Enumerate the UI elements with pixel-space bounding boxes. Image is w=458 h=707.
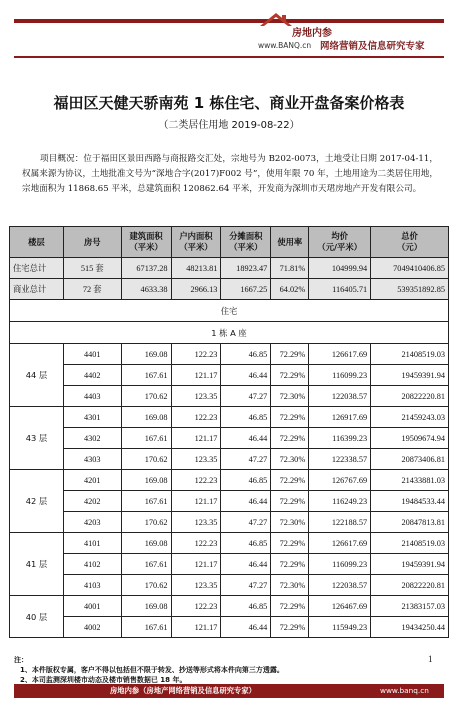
table-row — [10, 344, 449, 365]
cell-inner: 121.17 — [171, 491, 221, 512]
cell-area: 169.08 — [121, 533, 171, 554]
summary-shared: 1667.25 — [221, 279, 271, 300]
header-shared: 分摊面积 （平米） — [221, 227, 271, 258]
table-row — [10, 596, 449, 617]
cell-avg: 116249.23 — [309, 491, 371, 512]
note-item: 1、本件版权专属，客户不得以包括但不限于转发、抄送等形式将本件向第三方透露。 — [20, 666, 284, 674]
cell-total: 21459243.03 — [371, 407, 449, 428]
cell-total: 19459391.94 — [371, 554, 449, 575]
summary-count: 72 套 — [63, 279, 121, 300]
floor-label: 44 层 — [10, 344, 64, 407]
summary-row — [10, 258, 449, 279]
cell-avg: 126467.69 — [309, 596, 371, 617]
cell-total: 19509674.94 — [371, 428, 449, 449]
cell-inner: 122.23 — [171, 407, 221, 428]
cell-rate: 72.29% — [271, 428, 309, 449]
cell-inner: 123.35 — [171, 449, 221, 470]
cell-inner: 122.23 — [171, 344, 221, 365]
summary-rate: 64.02% — [271, 279, 309, 300]
cell-avg: 126917.69 — [309, 407, 371, 428]
cell-total: 21433881.03 — [371, 470, 449, 491]
section-label: 住宅 — [10, 300, 449, 322]
table-row — [10, 470, 449, 491]
summary-area: 67137.28 — [121, 258, 171, 279]
summary-rate: 71.81% — [271, 258, 309, 279]
table-row — [10, 428, 449, 449]
cell-shared: 47.27 — [221, 512, 271, 533]
brand-name: 房地内参 — [292, 28, 332, 39]
cell-avg: 126767.69 — [309, 470, 371, 491]
brand-slogan: 网络营销及信息研究专家 — [320, 41, 425, 52]
cell-rate: 72.29% — [271, 596, 309, 617]
header-area: 建筑面积 （平米） — [121, 227, 171, 258]
floor-label: 41 层 — [10, 533, 64, 596]
cell-shared: 46.44 — [221, 554, 271, 575]
cell-shared: 46.44 — [221, 428, 271, 449]
room-number: 4302 — [63, 428, 121, 449]
cell-area: 170.62 — [121, 512, 171, 533]
table-row — [10, 491, 449, 512]
cell-total: 20847813.81 — [371, 512, 449, 533]
cell-total: 21408519.03 — [371, 344, 449, 365]
room-number: 4301 — [63, 407, 121, 428]
cell-avg: 122188.57 — [309, 512, 371, 533]
cell-area: 169.08 — [121, 596, 171, 617]
cell-rate: 72.29% — [271, 533, 309, 554]
note-item: 2、本司监测深圳楼市动态及楼市销售数据已 18 年。 — [20, 676, 187, 684]
cell-rate: 72.30% — [271, 386, 309, 407]
room-number: 4203 — [63, 512, 121, 533]
table-row — [10, 365, 449, 386]
header-floor: 楼层 — [10, 227, 64, 258]
room-number: 4202 — [63, 491, 121, 512]
price-table — [9, 226, 449, 638]
room-number: 4403 — [63, 386, 121, 407]
room-number: 4002 — [63, 617, 121, 638]
header-rate: 使用率 — [271, 227, 309, 258]
header-bottom-bar — [14, 56, 444, 58]
summary-avg: 116405.71 — [309, 279, 371, 300]
summary-inner: 2966.13 — [171, 279, 221, 300]
header-top-bar — [14, 19, 444, 23]
floor-label: 42 层 — [10, 470, 64, 533]
cell-avg: 116099.23 — [309, 554, 371, 575]
cell-area: 170.62 — [121, 449, 171, 470]
cell-area: 167.61 — [121, 554, 171, 575]
cell-avg: 126617.69 — [309, 344, 371, 365]
room-number: 4001 — [63, 596, 121, 617]
page-title: 福田区天健天骄南苑 1 栋住宅、商业开盘备案价格表 — [53, 94, 405, 112]
cell-area: 167.61 — [121, 491, 171, 512]
summary-total: 7049410406.85 — [371, 258, 449, 279]
cell-shared: 46.44 — [221, 491, 271, 512]
cell-total: 21383157.03 — [371, 596, 449, 617]
page-number: 1 — [428, 654, 433, 664]
cell-avg: 116399.23 — [309, 428, 371, 449]
building-row — [10, 322, 449, 344]
cell-area: 170.62 — [121, 575, 171, 596]
room-number: 4303 — [63, 449, 121, 470]
cell-avg: 122338.57 — [309, 449, 371, 470]
cell-shared: 46.85 — [221, 407, 271, 428]
summary-count: 515 套 — [63, 258, 121, 279]
cell-inner: 123.35 — [171, 512, 221, 533]
table-row — [10, 533, 449, 554]
cell-inner: 121.17 — [171, 365, 221, 386]
cell-total: 19459391.94 — [371, 365, 449, 386]
header-inner: 户内面积 （平米） — [171, 227, 221, 258]
room-number: 4401 — [63, 344, 121, 365]
cell-shared: 47.27 — [221, 386, 271, 407]
cell-total: 20873406.81 — [371, 449, 449, 470]
summary-label: 住宅总计 — [10, 258, 64, 279]
cell-rate: 72.29% — [271, 470, 309, 491]
summary-label: 商业总计 — [10, 279, 64, 300]
cell-avg: 116099.23 — [309, 365, 371, 386]
room-number: 4103 — [63, 575, 121, 596]
floor-label: 43 层 — [10, 407, 64, 470]
cell-rate: 72.29% — [271, 365, 309, 386]
cell-area: 169.08 — [121, 344, 171, 365]
summary-inner: 48213.81 — [171, 258, 221, 279]
cell-shared: 46.85 — [221, 533, 271, 554]
cell-shared: 46.85 — [221, 344, 271, 365]
header-avg: 均价 （元/平米） — [309, 227, 371, 258]
cell-area: 169.08 — [121, 407, 171, 428]
cell-shared: 47.27 — [221, 575, 271, 596]
cell-inner: 121.17 — [171, 554, 221, 575]
floor-label: 40 层 — [10, 596, 64, 638]
cell-rate: 72.30% — [271, 449, 309, 470]
footer-url: www.banq.cn — [380, 686, 429, 695]
summary-row — [10, 279, 449, 300]
table-row — [10, 512, 449, 533]
cell-total: 19484533.44 — [371, 491, 449, 512]
house-logo-icon — [258, 10, 294, 38]
cell-inner: 122.23 — [171, 470, 221, 491]
page-subtitle: （二类居住用地 2019-08-22） — [158, 120, 300, 131]
table-header-row — [10, 227, 449, 258]
cell-rate: 72.30% — [271, 512, 309, 533]
cell-total: 20822220.81 — [371, 575, 449, 596]
cell-rate: 72.29% — [271, 491, 309, 512]
section-row — [10, 300, 449, 322]
cell-avg: 126617.69 — [309, 533, 371, 554]
summary-total: 539351892.85 — [371, 279, 449, 300]
summary-shared: 18923.47 — [221, 258, 271, 279]
header-room: 房号 — [63, 227, 121, 258]
cell-shared: 46.44 — [221, 617, 271, 638]
cell-inner: 122.23 — [171, 533, 221, 554]
cell-rate: 72.29% — [271, 554, 309, 575]
table-row — [10, 575, 449, 596]
cell-shared: 46.44 — [221, 365, 271, 386]
cell-inner: 121.17 — [171, 617, 221, 638]
cell-shared: 46.85 — [221, 596, 271, 617]
room-number: 4102 — [63, 554, 121, 575]
notes-label: 注： — [14, 656, 28, 664]
summary-area: 4633.38 — [121, 279, 171, 300]
cell-area: 169.08 — [121, 470, 171, 491]
cell-rate: 72.29% — [271, 617, 309, 638]
room-number: 4101 — [63, 533, 121, 554]
cell-shared: 46.85 — [221, 470, 271, 491]
cell-area: 170.62 — [121, 386, 171, 407]
cell-rate: 72.30% — [271, 575, 309, 596]
brand-url: www.BANQ.cn — [258, 41, 312, 50]
building-label: 1 栋 A 座 — [10, 322, 449, 344]
cell-area: 167.61 — [121, 617, 171, 638]
cell-inner: 123.35 — [171, 386, 221, 407]
summary-avg: 104999.94 — [309, 258, 371, 279]
cell-total: 21408519.03 — [371, 533, 449, 554]
cell-area: 167.61 — [121, 365, 171, 386]
cell-total: 19434250.44 — [371, 617, 449, 638]
table-row — [10, 617, 449, 638]
room-number: 4402 — [63, 365, 121, 386]
cell-total: 20822220.81 — [371, 386, 449, 407]
cell-rate: 72.29% — [271, 407, 309, 428]
footer-text: 房地内参（房地产网络营销及信息研究专家） — [110, 686, 256, 695]
header-total: 总价 （元） — [371, 227, 449, 258]
table-row — [10, 449, 449, 470]
cell-avg: 122038.57 — [309, 386, 371, 407]
table-row — [10, 554, 449, 575]
cell-inner: 123.35 — [171, 575, 221, 596]
room-number: 4201 — [63, 470, 121, 491]
cell-rate: 72.29% — [271, 344, 309, 365]
table-row — [10, 407, 449, 428]
cell-shared: 47.27 — [221, 449, 271, 470]
cell-inner: 121.17 — [171, 428, 221, 449]
project-overview: 项目概况：位于福田区景田西路与商报路交汇处，宗地号为 B202-0073，土地受让日期 2017-04-11，权属来源为协议，土地批准文号为“深地合字(2017)F002 号”，使用年限 70 年，土地用途为二类居住用地，宗地面积为 11868.65 平米，总建筑面积 120862.64 平米，开发商为深圳市天珺房地产开发有限公司。 — [22, 154, 438, 194]
cell-area: 167.61 — [121, 428, 171, 449]
cell-avg: 122038.57 — [309, 575, 371, 596]
cell-avg: 115949.23 — [309, 617, 371, 638]
table-row — [10, 386, 449, 407]
notes — [14, 655, 414, 685]
cell-inner: 122.23 — [171, 596, 221, 617]
